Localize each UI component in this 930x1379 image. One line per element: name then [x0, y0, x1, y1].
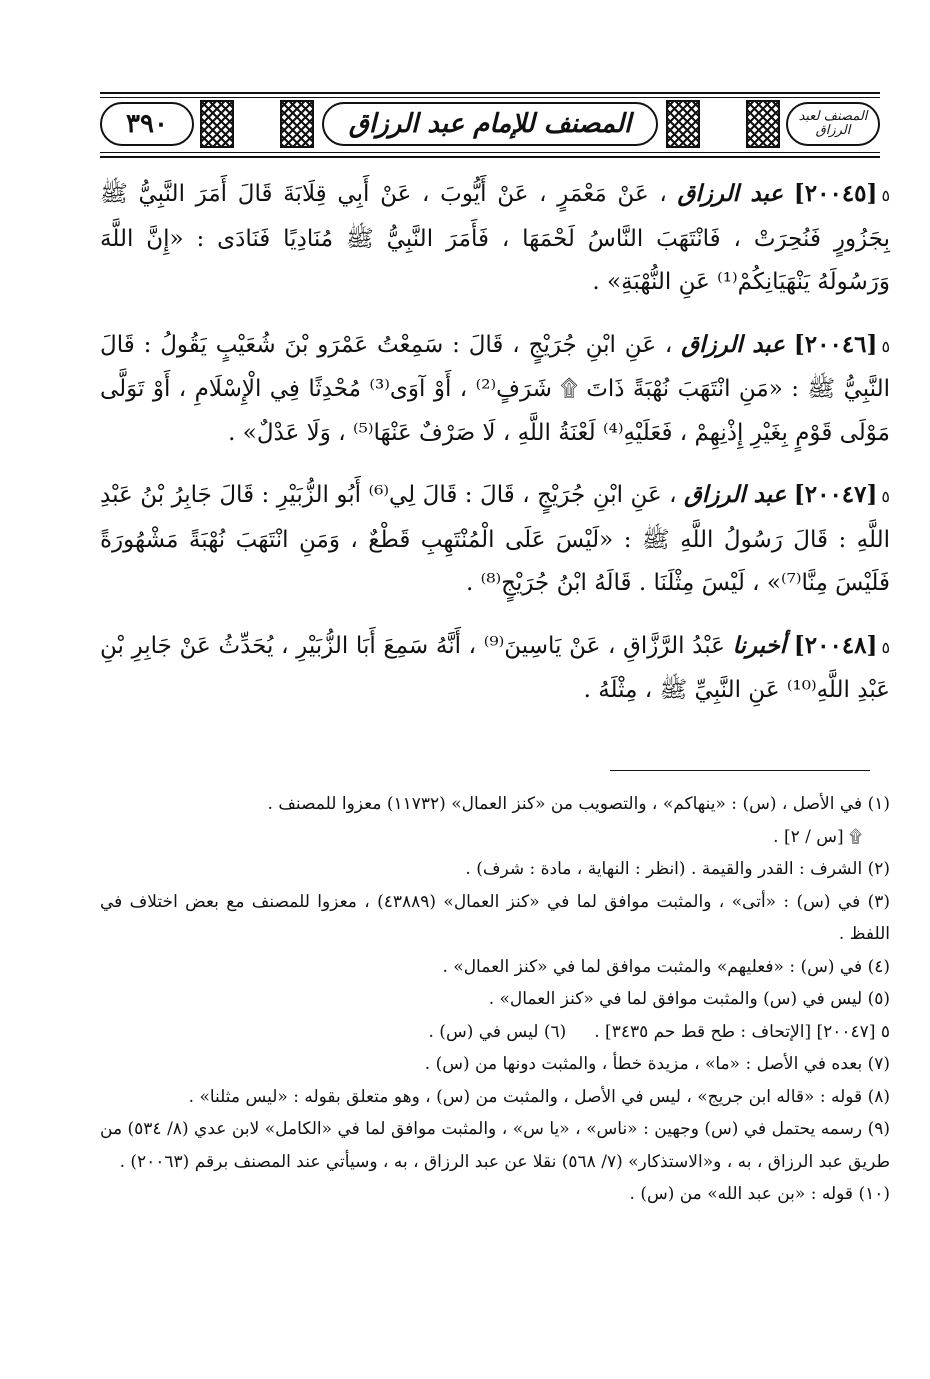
entry-marker: ٥	[881, 637, 891, 657]
hadith-entry	[100, 624, 890, 713]
hadith-author: عبد الرزاق	[677, 180, 784, 207]
header-border-bottom-inner	[100, 152, 880, 153]
hadith-number: [٢٠٠٤٦]	[793, 330, 878, 358]
entry-marker: ٥	[881, 336, 891, 356]
ornament-right-2	[666, 100, 700, 148]
header-border-top	[100, 92, 880, 94]
hadith-entry	[100, 473, 890, 606]
footnote: (٦) ليس في (س) .	[428, 1021, 567, 1042]
footnote-row	[100, 1016, 890, 1049]
ornament-left-2	[280, 100, 314, 148]
footnote: (٥) ليس في (س) والمثبت موافق لما في «كنز العمال» .	[488, 989, 890, 1009]
footnote: (٧) بعده في الأصل : «ما» ، مزيدة خطأ ، والمثبت دونها من (س) .	[424, 1054, 890, 1074]
hadith-number: [٢٠٠٤٥]	[793, 180, 878, 207]
footnote: (١٠) قوله : «بن عبد الله» من (س) .	[629, 1184, 890, 1204]
hadith-entry	[100, 323, 890, 456]
footnote: (٤) في (س) : «فعليهم» والمثبت موافق لما في «كنز العمال» .	[442, 956, 890, 977]
header-border-bottom	[100, 156, 880, 158]
hadith-number: [٢٠٠٤٨]	[793, 631, 878, 659]
entry-marker: ٥	[881, 186, 891, 205]
running-title: المصنف للإمام عبد الرزاق	[322, 102, 658, 146]
hadith-entry	[100, 172, 890, 305]
footnote-separator	[610, 770, 870, 771]
book-logo: المصنف لعبد الرزاق	[786, 102, 880, 146]
hadith-author: عبد الرزاق	[684, 481, 787, 508]
header-border-top-inner	[100, 97, 880, 98]
hadith-body: ، عَنْ مَعْمَرٍ ، عَنْ أَيُّوبَ ، عَنْ أَبِي قِلَابَةَ قَالَ أَمَرَ النَّبِيُّ ﷺ بِجَزُورٍ فَنُحِرَتْ ، فَانْتَهَبَ النَّاسُ لَحْمَهَا ، فَأَمَرَ النَّبِيُّ ﷺ مُنَادِيًا فَنَادَى : «إِنَّ اللَّهَ وَرَسُولَهُ يَنْهَيَانِكُمْ⁽¹⁾ عَنِ النُّهْبَةِ» .	[100, 181, 890, 295]
hadith-text	[100, 172, 890, 731]
footnote: ٥ [٢٠٠٤٧] [الإتحاف : طح قط حم ٣٤٣٥] .	[594, 1021, 890, 1042]
footnotes	[100, 788, 890, 1211]
hadith-author: أخبرنا	[732, 631, 787, 659]
ornament-right-1	[746, 100, 780, 148]
footnote: (٢) الشرف : القدر والقيمة . (انظر : النهاية ، مادة : شرف) .	[465, 859, 890, 879]
entry-marker: ٥	[881, 487, 890, 506]
hadith-body: ، عَنِ ابْنِ جُرَيْجٍ ، قَالَ : سَمِعْتُ عَمْرَو بْنَ شُعَيْبٍ يَقُولُ : قَالَ النَّبِيُّ ﷺ : «مَنِ انْتَهَبَ نُهْبَةً ذَاتَ ۩ شَرَفٍ⁽²⁾ ، أَوْ آوَى⁽³⁾ مُحْدِثًا فِي الْإِسْلَامِ ، أَوْ تَوَلَّى مَوْلَى قَوْمٍ بِغَيْرِ إِذْنِهِمْ ، فَعَلَيْهِ⁽⁴⁾ لَعْنَةُ اللَّهِ ، لَا صَرْفٌ عَنْهَا⁽⁵⁾ ، وَلَا عَدْلٌ» .	[100, 331, 891, 446]
hadith-author: عبد الرزاق	[681, 330, 785, 358]
page-header	[100, 92, 880, 158]
hadith-number: [٢٠٠٤٧]	[793, 481, 878, 508]
footnote: (٨) قوله : «قاله ابن جريج» ، ليس في الأصل ، والمثبت من (س) ، وهو متعلق بقوله : «ليس مثلنا» .	[188, 1086, 890, 1107]
page-number: ٣٩٠	[100, 102, 194, 146]
footnote: (٩) رسمه يحتمل في (س) وجهين : «ناس» ، «يا س» ، والمثبت موافق لما في «الكامل» لابن عدي (٨/ ٥٣٤) من طريق عبد الرزاق ، به ، و«الاستذكار» (٧/ ٥٦٨) نقلا عن عبد الرزاق ، به ، وسيأتي عند المصنف برقم (٢٠٠٦٣) .	[100, 1119, 890, 1172]
footnote: (٣) في (س) : «أتى» ، والمثبت موافق لما في «كنز العمال» (٤٣٨٨٩) ، معزوا للمصنف مع بعض اختلاف في اللفظ .	[100, 891, 890, 944]
hadith-body: عَبْدُ الرَّزَّاقِ ، عَنْ يَاسِينَ⁽⁹⁾ ، أَنَّهُ سَمِعَ أَبَا الزُّبَيْرِ ، يُحَدِّثُ عَنْ جَابِرِ بْنِ عَبْدِ اللَّهِ⁽¹⁰⁾ عَنِ النَّبِيِّ ﷺ ، مِثْلَهُ .	[100, 632, 890, 703]
ornament-left-1	[200, 100, 234, 148]
hadith-body: ، عَنِ ابْنِ جُرَيْجٍ ، قَالَ : قَالَ لِي⁽⁶⁾ أَبُو الزُّبَيْرِ : قَالَ جَابِرُ بْنُ عَبْدِ اللَّهِ : قَالَ رَسُولُ اللَّهِ ﷺ : «لَيْسَ عَلَى الْمُنْتَهِبِ قَطْعٌ ، وَمَنِ انْتَهَبَ نُهْبَةً مَشْهُورَةً فَلَيْسَ مِنَّا⁽⁷⁾» ، لَيْسَ مِثْلَنَا . قَالَهُ ابْنُ جُرَيْجٍ⁽⁸⁾ .	[100, 482, 890, 596]
footnote: ۩ [س / ٢] .	[773, 826, 862, 847]
footnote: (١) في الأصل ، (س) : «ينهاكم» ، والتصويب من «كنز العمال» (١١٧٣٢) معزوا للمصنف .	[267, 794, 890, 814]
